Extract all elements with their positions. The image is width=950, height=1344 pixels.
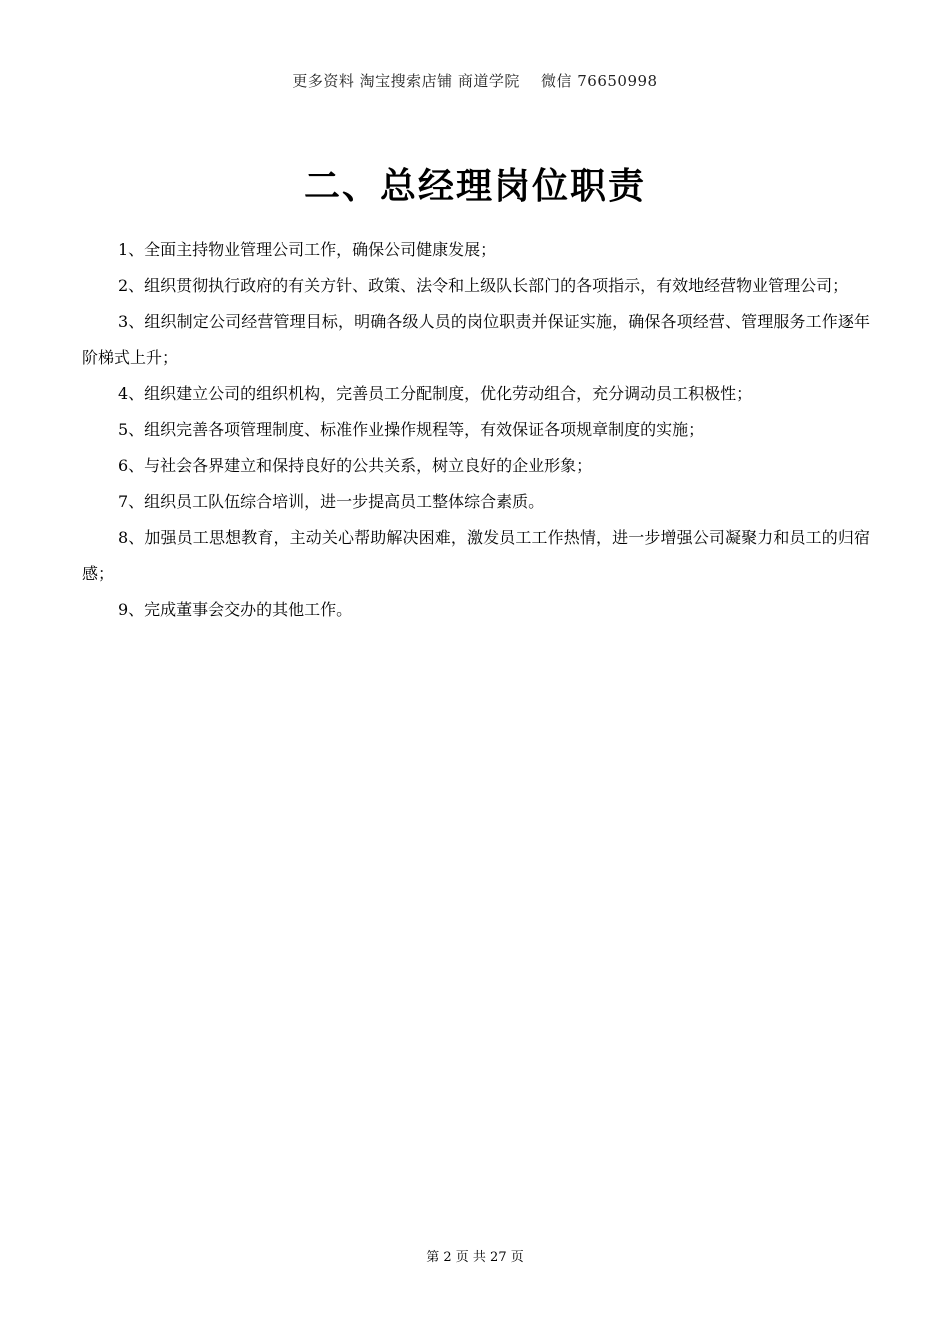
page-title: 二、总经理岗位职责 [303, 166, 646, 207]
list-item: 9、完成董事会交办的其他工作。 [118, 600, 353, 619]
list-item: 7、组织员工队伍综合培训，进一步提高员工整体综合素质。 [118, 492, 545, 511]
list-item: 4、组织建立公司的组织机构，完善员工分配制度，优化劳动组合，充分调动员工积极性； [118, 384, 753, 403]
list-item: 1、全面主持物业管理公司工作，确保公司健康发展； [118, 240, 497, 259]
list-item: 2、组织贯彻执行政府的有关方针、政策、法令和上级队长部门的各项指示，有效地经营物业管理公司； [118, 276, 849, 295]
duty-list [82, 232, 870, 628]
list-item: 5、组织完善各项管理制度、标准作业操作规程等，有效保证各项规章制度的实施； [118, 420, 705, 439]
page-header-text: 更多资料 淘宝搜索店铺 商道学院 微信 76650998 [292, 72, 658, 90]
list-item: 3、组织制定公司经营管理目标，明确各级人员的岗位职责并保证实施，确保各项经营、管理服务工作逐年阶梯式上升； [82, 312, 870, 367]
list-item: 8、加强员工思想教育，主动关心帮助解决困难，激发员工工作热情，进一步增强公司凝聚力和员工的归宿感； [82, 528, 870, 583]
list-item: 6、与社会各界建立和保持良好的公共关系，树立良好的企业形象； [118, 456, 593, 475]
page-footer-number: 第 2 页 共 27 页 [426, 1250, 524, 1265]
